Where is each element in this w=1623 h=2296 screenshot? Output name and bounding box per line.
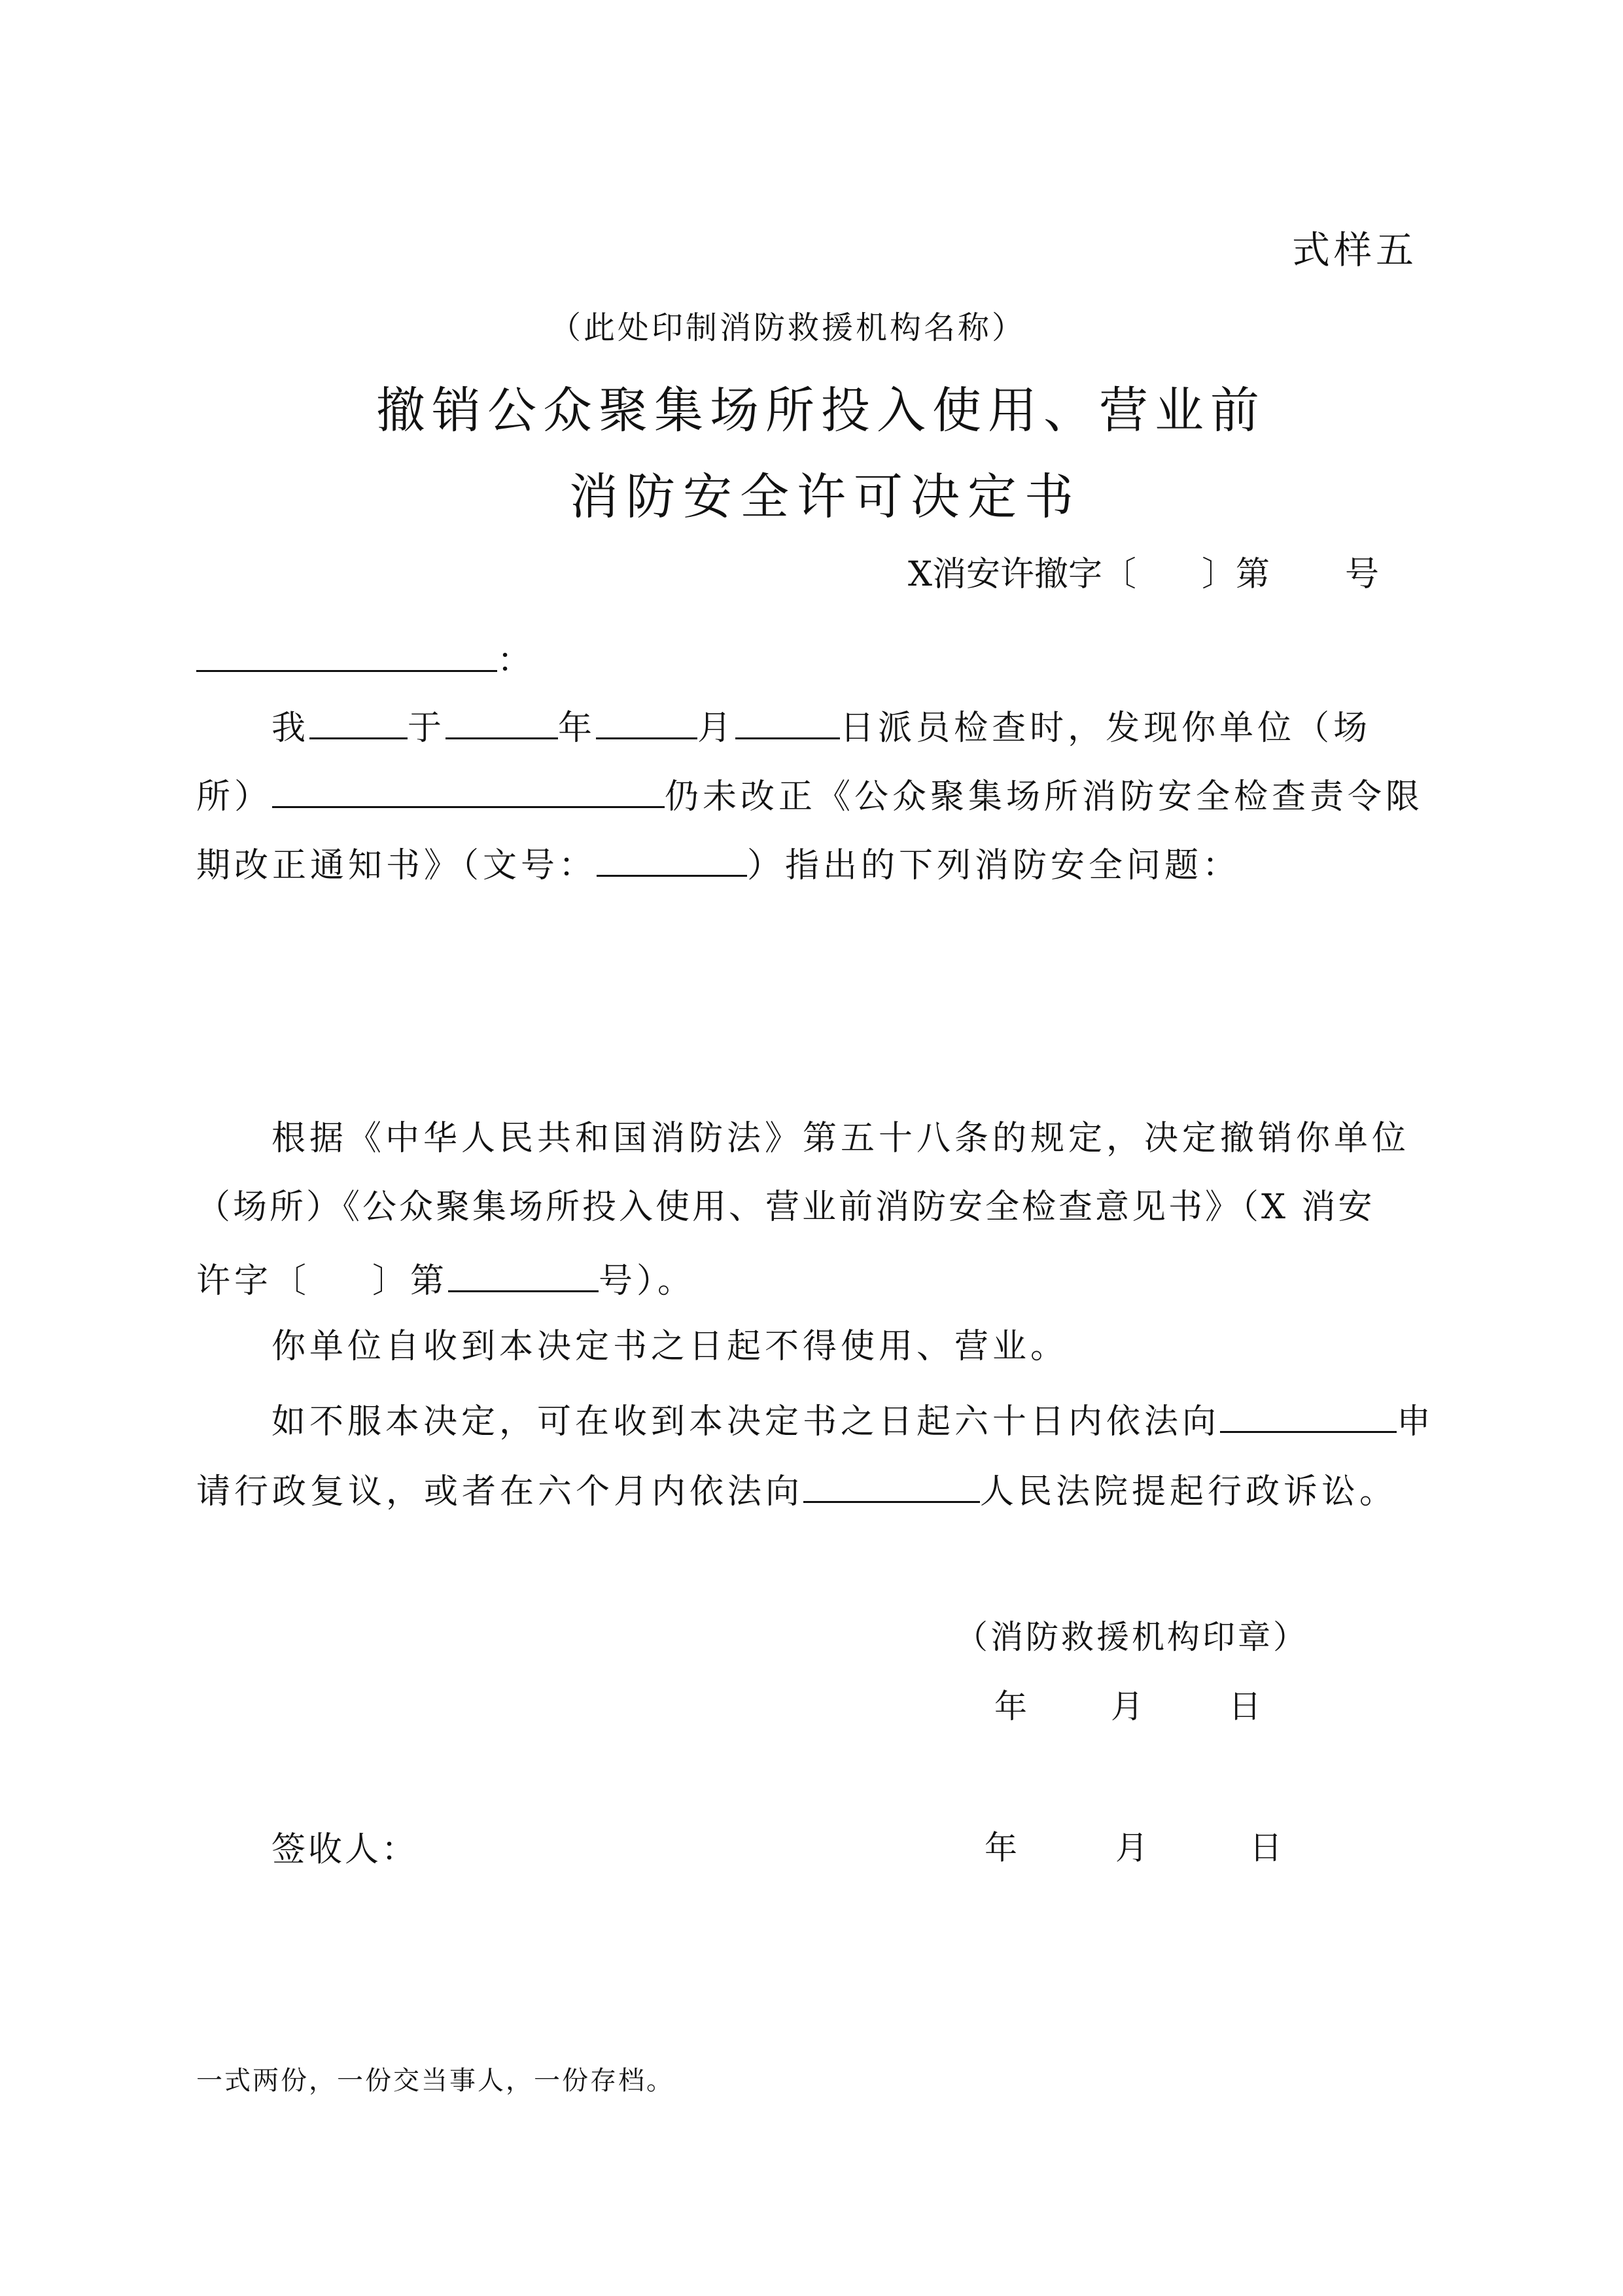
document-title-line1: 撤销公众聚集场所投入使用、营业前 (376, 381, 1266, 439)
paragraph3: 你单位自收到本决定书之日起不得使用、营业。 (271, 1327, 1069, 1366)
court-blank[interactable] (803, 1460, 980, 1503)
document-title-line2: 消防安全许可决定书 (569, 468, 1082, 525)
p4-text-review: 请行政复议，或者在六个月内依法向 (196, 1472, 804, 1511)
agency-seal-label: （消防救援机构印章） (955, 1618, 1308, 1656)
seal-date (994, 1680, 1261, 1727)
sign-year: 年 (985, 1829, 1017, 1867)
doc-no-prefix: X消安许撤字〔 (908, 555, 1137, 594)
doc-no-middle: 〕第 (1202, 555, 1270, 594)
sign-day: 日 (1249, 1829, 1282, 1867)
month-blank[interactable] (596, 697, 697, 739)
p2-text-di: 〕第 (372, 1262, 449, 1301)
paragraph2-line3 (196, 1250, 695, 1302)
p1-text-year: 年 (558, 709, 597, 748)
p1-text-yu: 于 (408, 709, 446, 748)
form-style-label: 式样五 (1292, 228, 1418, 272)
notice-number-blank[interactable] (597, 834, 747, 877)
p1-text-not-corrected: 仍未改正《公众聚集场所消防安全检查责令限 (665, 777, 1424, 817)
day-blank[interactable] (735, 697, 840, 739)
seal-month: 月 (1111, 1687, 1143, 1725)
paragraph2-line1: 根据《中华人民共和国消防法》第五十八条的规定，决定撤销你单位 (271, 1119, 1410, 1158)
p1-text-wo: 我 (271, 709, 310, 748)
addressee-blank[interactable] (196, 629, 497, 672)
paragraph4-line2 (196, 1460, 1397, 1513)
p4-text-appeal: 如不服本决定，可在收到本决定书之日起六十日内依法向 (271, 1402, 1221, 1441)
doc-no-suffix: 号 (1345, 555, 1380, 594)
review-agency-blank[interactable] (1220, 1390, 1397, 1433)
paragraph1-line2 (196, 766, 1423, 818)
signer-date (985, 1822, 1282, 1869)
p1-text-notice: 期改正通知书》（文号： (196, 846, 597, 885)
paragraph1-line1 (271, 697, 1371, 749)
year-blank[interactable] (445, 697, 558, 739)
p1-text-venue: 所） (196, 777, 273, 817)
sign-month: 月 (1115, 1829, 1148, 1867)
seal-day: 日 (1229, 1687, 1261, 1725)
p1-text-issues: ）指出的下列消防安全问题： (747, 846, 1241, 885)
paragraph4-line1 (271, 1390, 1435, 1443)
p4-text-court: 人民法院提起行政诉讼。 (980, 1472, 1398, 1511)
addressee-colon: ： (497, 641, 532, 680)
p2-text-permit: 许字〔 (196, 1262, 311, 1301)
paragraph1-line3 (196, 834, 1240, 887)
copies-note: 一式两份，一份交当事人，一份存档。 (196, 2066, 674, 2096)
p1-text-inspection: 日派员检查时，发现你单位（场 (840, 709, 1372, 748)
addressee-line (196, 629, 531, 682)
p4-text-shen: 申 (1397, 1402, 1435, 1441)
venue-name-blank[interactable] (272, 766, 665, 808)
signer-label: 签收人： (271, 1830, 419, 1869)
agency-name-placeholder: （此处印制消防救援机构名称） (550, 309, 1026, 346)
p2-text-hao: 号）。 (599, 1262, 696, 1301)
seal-year: 年 (994, 1687, 1027, 1725)
document-number (908, 548, 1379, 601)
permit-number-blank[interactable] (448, 1250, 599, 1292)
paragraph2-line2: （场所）《公众聚集场所投入使用、营业前消防安全检查意见书》（X 消安 (196, 1188, 1375, 1227)
p1-text-month: 月 (697, 709, 736, 748)
agency-blank[interactable] (309, 697, 408, 739)
